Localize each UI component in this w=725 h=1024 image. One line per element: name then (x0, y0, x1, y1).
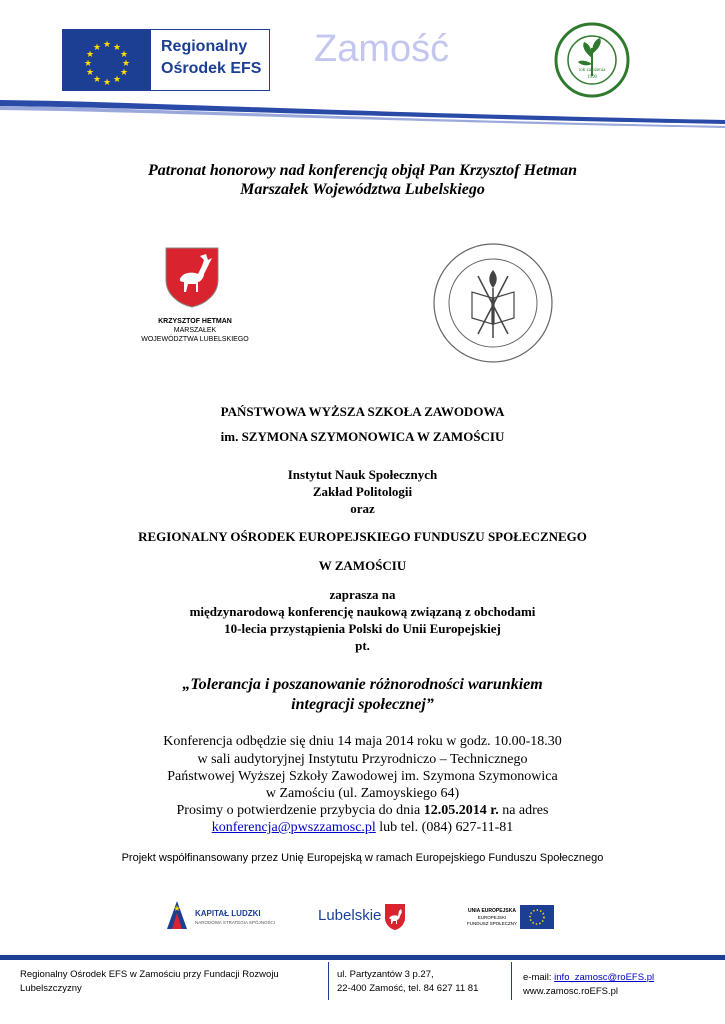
confirm-suffix: na adres (498, 803, 549, 818)
foundation-logo (554, 22, 630, 98)
foundation-logo-center2: 1990 (587, 75, 597, 80)
school-line1: PAŃSTWOWA WYŻSZA SZKOŁA ZAWODOWA (220, 404, 505, 419)
efs-logo-line1: Regionalny (161, 38, 248, 55)
school-line2: im. SZYMONA SZYMONOWICA W ZAMOŚCIU (220, 429, 505, 444)
svg-text:★: ★ (102, 40, 112, 50)
lubelskie-coat-of-arms-icon (164, 246, 220, 308)
marshal-logo (130, 246, 260, 350)
footer-rule (0, 955, 725, 960)
kapital-ludzki-logo (165, 897, 295, 937)
svg-text:★: ★ (121, 59, 131, 69)
patronage-line2: Marszałek Województwa Lubelskiego (240, 181, 485, 198)
footer-email-link[interactable]: info_zamosc@roEFS.pl (554, 972, 655, 983)
department: Zakład Politologii (312, 484, 413, 499)
marshal-title: MARSZAŁEK (173, 327, 217, 334)
conference-title-line2: integracji społecznej” (291, 696, 434, 713)
footer-col1-line2: Lubelszczyzny (20, 983, 82, 994)
eu-efs-logo (466, 905, 556, 935)
footer-email-line (523, 972, 654, 983)
svg-text:★: ★ (112, 75, 122, 85)
kl-line1: KAPITAŁ LUDZKI (195, 909, 261, 918)
footer-divider2 (511, 962, 512, 1000)
invite-line4: pt. (355, 638, 370, 653)
footer-divider1 (328, 962, 329, 1000)
svg-text:★: ★ (85, 68, 95, 78)
city-watermark: Zamość (314, 28, 450, 70)
details-line3: Państwowej Wyższej Szkoły Zawodowej im. Szymona Szymonowica (167, 769, 558, 784)
invite-line1: zaprasza na (329, 587, 396, 602)
center-line2: W ZAMOŚCIU (318, 558, 407, 573)
conference-title-line1: „Tolerancja i poszanowanie różnorodności warunkiem (182, 676, 543, 693)
lubelskie-shield-icon (384, 903, 406, 931)
and-text: oraz (350, 501, 375, 516)
svg-text:★: ★ (173, 904, 181, 913)
svg-text:★: ★ (112, 43, 122, 53)
svg-text:★: ★ (119, 68, 129, 78)
footer-col2-line1: ul. Partyzantów 3 p.27, (337, 969, 434, 980)
header-wave (0, 96, 725, 128)
invite-line3: 10-lecia przystąpienia Polski do Unii Europejskiej (224, 621, 501, 636)
lubelskie-text: Lubelskie (318, 907, 382, 924)
footer-col2-line2: 22-400 Zamość, tel. 84 627 11 81 (337, 983, 479, 994)
svg-text:★: ★ (83, 59, 93, 69)
invite-line2: międzynarodową konferencję naukową związaną z obchodami (189, 604, 536, 619)
svg-text:★: ★ (92, 75, 102, 85)
lubelskie-logo (318, 903, 410, 933)
eu-line2: EUROPEJSKI (477, 915, 507, 920)
svg-text:★: ★ (85, 50, 95, 60)
institute: Instytut Nauk Społecznych (287, 467, 438, 482)
marshal-name: KRZYSZTOF HETMAN (158, 318, 232, 325)
eu-flag-icon (63, 30, 151, 90)
university-seal-icon (432, 242, 554, 364)
eu-line3: FUNDUSZ SPOŁECZNY (466, 921, 517, 926)
foundation-logo-center1: rok założenia (578, 68, 606, 73)
center-line1: REGIONALNY OŚRODEK EUROPEJSKIEGO FUNDUSZU SPOŁECZNEGO (138, 529, 587, 544)
details-line1: Konferencja odbędzie się dniu 14 maja 2014 roku w godz. 10.00-18.30 (163, 734, 562, 749)
kl-line2: NARODOWA STRATEGIA SPÓJNOŚCI (195, 920, 276, 925)
footer-col1-line1: Regionalny Ośrodek EFS w Zamościu przy Fundacji Rozwoju (20, 969, 279, 980)
svg-text:★: ★ (92, 43, 102, 53)
details-line4: w Zamościu (ul. Zamoyskiego 64) (265, 786, 460, 801)
cofinance-note: Projekt współfinansowany przez Unię Europejską w ramach Europejskiego Funduszu Społecznego (121, 852, 604, 864)
details-line2: w sali audytoryjnej Instytutu Przyrodniczo – Technicznego (197, 752, 528, 767)
phone-text: lub tel. (084) 627-11-81 (375, 820, 514, 835)
kapital-ludzki-icon (165, 899, 189, 931)
patronage-line1: Patronat honorowy nad konferencją objął Pan Krzysztof Hetman (148, 162, 577, 179)
svg-text:★: ★ (119, 50, 129, 60)
eu-line1: UNIA EUROPEJSKA (468, 908, 516, 914)
marshal-region: WOJEWÓDZTWA LUBELSKIEGO (141, 336, 249, 343)
eu-flag-small-icon (520, 905, 554, 929)
confirm-prefix: Prosimy o potwierdzenie przybycia do dnia (176, 803, 424, 818)
svg-text:★: ★ (102, 78, 112, 88)
footer-email-label: e-mail: (523, 972, 555, 983)
university-seal (432, 242, 554, 364)
efs-logo-line2: Ośrodek EFS (161, 60, 262, 77)
email-link[interactable]: konferencja@pwszzamosc.pl (211, 820, 376, 835)
efs-logo (62, 29, 270, 91)
foundation-seal-icon (554, 22, 630, 98)
footer-www[interactable]: www.zamosc.roEFS.pl (523, 986, 619, 997)
contact-line (0, 820, 725, 836)
confirm-line (0, 803, 725, 819)
confirm-date: 12.05.2014 r. (423, 803, 499, 818)
